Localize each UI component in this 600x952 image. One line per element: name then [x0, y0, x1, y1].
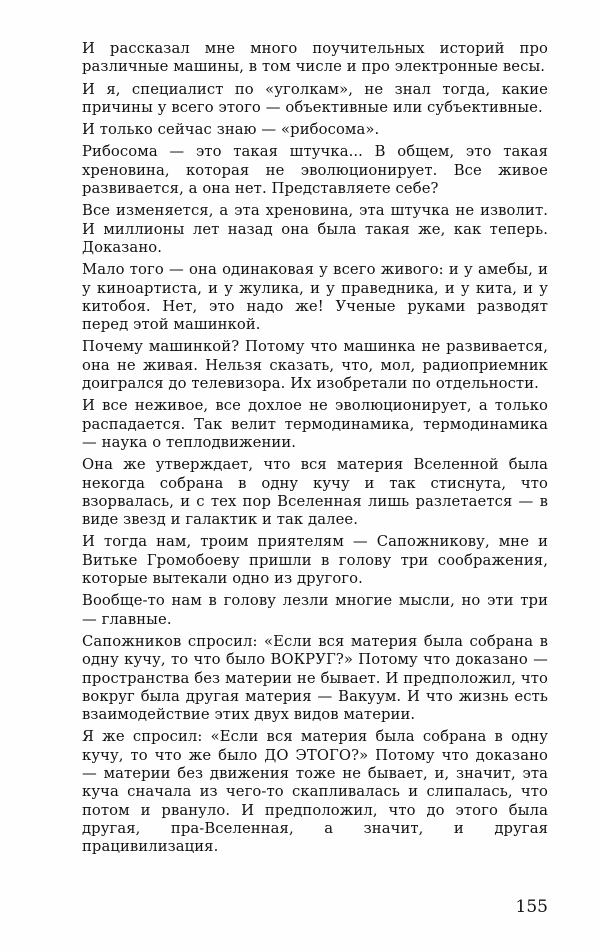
paragraph-10: И тогда нам, троим приятелям — Сапожникову, мне и Витьке Громобоеву пришли в голову три соображения, которые вытекали одно из другого. [82, 533, 548, 588]
page-number: 155 [515, 897, 548, 917]
paragraph-2: И я, специалист по «уголкам», не знал тогда, какие причины у всего этого — объективные или субъективные. [82, 80, 548, 116]
paragraph-4: Рибосома — это такая штучка... В общем, это такая хреновина, которая не эволюционирует. Все живое развивается, а она нет. Представляете себе? [82, 143, 548, 198]
paragraph-8: И все неживое, все дохлое не эволюционирует, а только распадается. Так велит термодинамика, термодинамика — наука о теплодвижении. [82, 397, 548, 451]
paragraph-6: Мало того — она одинаковая у всего живого: и у амебы, и у киноартиста, и у жулика, и у праведника, и у кита, и у китобоя. Нет, это надо же! Ученые руками разводят перед этой машинкой. [82, 261, 548, 334]
paragraph-7: Почему машинкой? Потому что машинка не развивается, она не живая. Нельзя сказать, что, мол, радиоприемник доигрался до телевизора. Их изобретали по отдельности. [82, 338, 548, 393]
paragraph-9: Она же утверждает, что вся материя Вселенной была некогда собрана в одну кучу и так стиснута, что взорвалась, и с тех пор Вселенная лишь разлетается — в виде звезд и галактик и так далее. [82, 456, 548, 529]
paragraph-1: И рассказал мне много поучительных историй про различные машины, в том числе и про электронные весы. [82, 40, 548, 76]
paragraph-5: Все изменяется, а эта хреновина, эта штучка не изволит. И миллионы лет назад она была такая же, как теперь. Доказано. [82, 202, 548, 256]
paragraph-3: И только сейчас знаю — «рибосома». [82, 121, 380, 139]
paragraph-11: Вообще-то нам в голову лезли многие мысли, но эти три — главные. [82, 592, 548, 628]
paragraph-13: Я же спросил: «Если вся материя была собрана в одну кучу, то что же было ДО ЭТОГО?» Потому что доказано — материи без движения тоже не бывает, и, значит, эта куча сначала из чего-то скапливалась и слипалась, что потом и рвануло. И предположил, что до этого была другая, пра-Вселенная, а значит, и другая працивилизация. [82, 728, 548, 856]
body-text [82, 40, 548, 860]
paragraph-12: Сапожников спросил: «Если вся материя была собрана в одну кучу, то что было ВОКРУГ?» Потому что доказано — пространства без материи не бывает. И предположил, что вокруг была другая материя — Вакуум. И что жизнь есть взаимодействие этих двух видов материи. [82, 632, 548, 724]
